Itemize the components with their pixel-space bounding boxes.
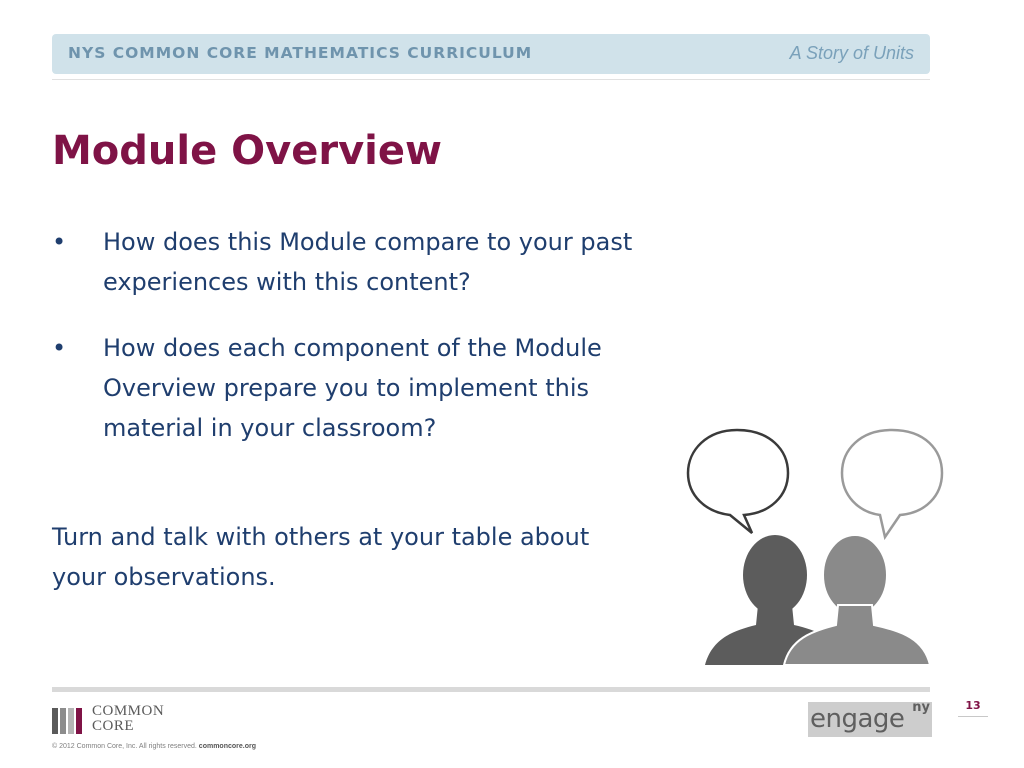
bullet-text: How does this Module compare to your past experiences with this content? <box>103 228 633 296</box>
engageny-logo <box>808 702 932 737</box>
engage-superscript: ny <box>912 700 930 715</box>
speech-bubble-right-icon <box>842 430 942 537</box>
copyright-notice <box>52 743 256 750</box>
copyright-link[interactable]: commoncore.org <box>198 743 256 750</box>
header-divider <box>52 79 930 80</box>
footer-divider <box>52 687 930 692</box>
slide-title: Module Overview <box>52 128 442 174</box>
closing-prompt: Turn and talk with others at your table about your observations. <box>52 523 590 591</box>
copyright-text: © 2012 Common Core, Inc. All rights reserved. <box>52 743 197 750</box>
person-right-icon <box>784 535 930 665</box>
header-bar <box>52 34 930 74</box>
two-people-talking-speech-bubbles-icon <box>680 425 950 670</box>
logo-line-1: COMMON <box>92 703 165 719</box>
common-core-logo <box>52 704 192 736</box>
common-core-bars-icon <box>52 708 84 734</box>
page-number-divider <box>958 716 988 717</box>
page-number: 13 <box>965 699 981 712</box>
speech-bubble-left-icon <box>688 430 788 533</box>
common-core-wordmark <box>92 704 164 734</box>
curriculum-title: NYS COMMON CORE MATHEMATICS CURRICULUM <box>68 44 533 62</box>
engage-wordmark: engage <box>810 704 905 734</box>
bullet-symbol: • <box>52 334 67 362</box>
logo-line-2: CORE <box>92 718 135 734</box>
bullet-text: How does each component of the Module Overview prepare you to implement this material in your classroom? <box>103 334 602 442</box>
series-title: A Story of Units <box>789 43 914 63</box>
bullet-symbol: • <box>52 228 67 256</box>
